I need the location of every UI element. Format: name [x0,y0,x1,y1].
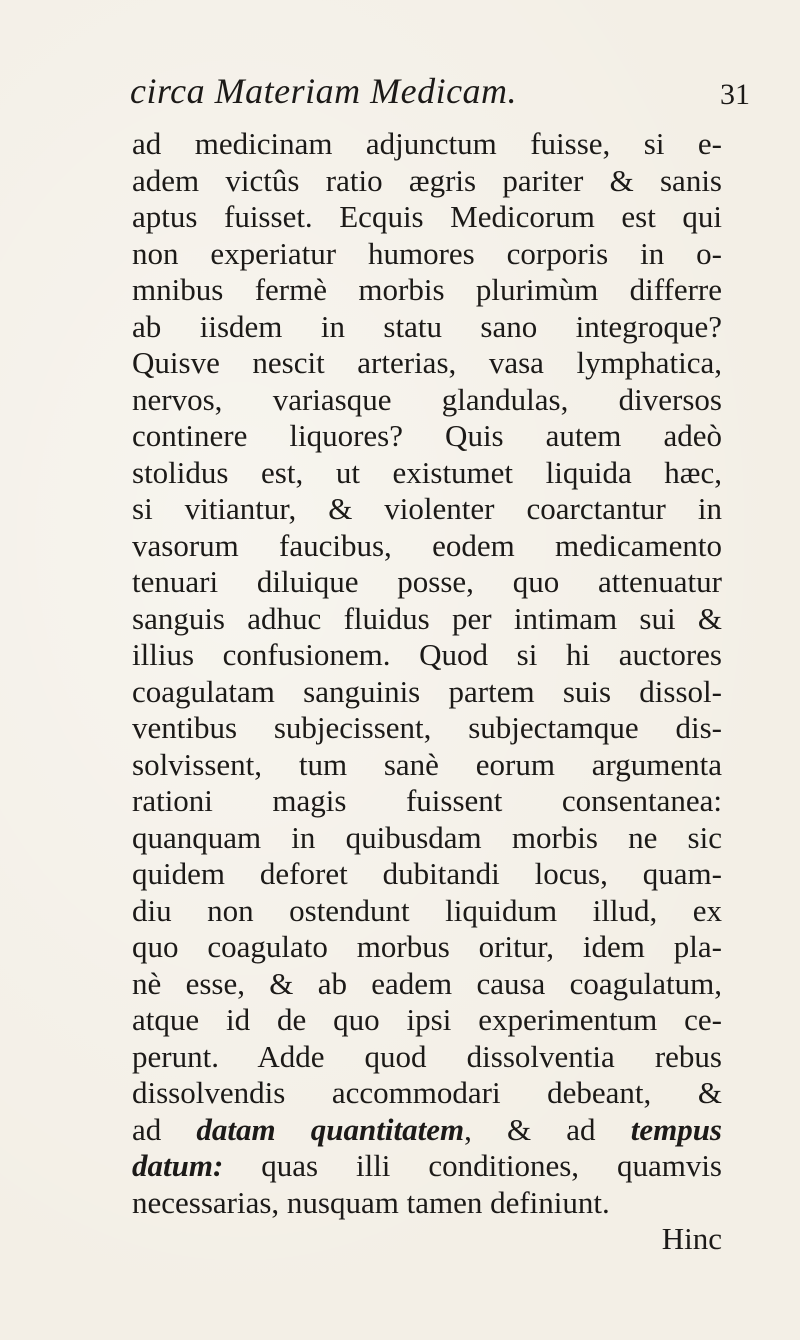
text-line: solvissent, tum sanè eorum argumenta [132,746,722,782]
text-line: si vitiantur, & violenter coarctantur in [132,491,722,526]
text-line: aptus fuisset. Ecquis Medicorum est qui [132,199,722,234]
text-line: atque id de quo ipsi experimentum ce- [132,1002,722,1037]
italic-datam-quantitatem: datam quantitatem [196,1111,465,1147]
text-line: nervos, variasque glandulas, diversos [132,381,722,417]
page-number: 31 [720,78,750,111]
text-line: Quisve nescit arterias, vasa lymphatica, [132,345,722,380]
body-text [132,126,722,1258]
text-line: ventibus subjecissent, subjectamque dis- [132,710,722,745]
text-line: coagulatam sanguinis partem suis dissol- [132,673,722,709]
text-line-with-italics [132,1148,722,1185]
text-line: necessarias, nusquam tamen definiunt. [132,1184,610,1220]
text-line: quanquam in quibusdam morbis ne sic [132,819,722,855]
italic-tempus: tempus [630,1111,722,1147]
text-line: quidem deforet dubitandi locus, quam- [132,856,722,891]
text-line: adem victûs ratio ægris pariter & sanis [132,162,722,198]
text-line: rationi magis fuissent consentanea: [132,783,722,818]
text-line: non experiatur humores corporis in o- [132,235,722,271]
text-line: nè esse, & ab eadem causa coagulatum, [132,965,722,1001]
text-line: continere liquores? Quis autem adeò [132,418,722,453]
text-line: perunt. Adde quod dissolventia rebus [132,1038,722,1074]
line-28-middle: , & ad [464,1111,631,1147]
catchword: Hinc [661,1221,722,1256]
text-line-with-italics [132,1112,722,1149]
text-line: quo coagulato morbus oritur, idem pla- [132,929,722,964]
text-line: dissolvendis accommodari debeant, & [132,1075,722,1110]
page-header [110,70,750,120]
text-line: tenuari diluique posse, quo attenuatur [132,564,722,599]
line-28-prefix: ad [132,1111,197,1147]
text-line: vasorum faucibus, eodem medicamento [132,527,722,563]
running-head: circa Materiam Medicam. [130,71,518,111]
italic-datum: datum: [132,1148,224,1183]
text-line: diu non ostendunt liquidum illud, ex [132,892,722,928]
text-line: ad medicinam adjunctum fuisse, si e- [132,126,722,161]
text-line: mnibus fermè morbis plurimùm differre [132,272,722,307]
text-line: illius confusionem. Quod si hi auctores [132,637,722,672]
line-29-rest: quas illi conditiones, quamvis [223,1148,722,1183]
text-line: stolidus est, ut existumet liquida hæc, [132,454,722,490]
text-line: sanguis adhuc fluidus per intimam sui & [132,600,722,636]
text-line: ab iisdem in statu sano integroque? [132,308,722,344]
